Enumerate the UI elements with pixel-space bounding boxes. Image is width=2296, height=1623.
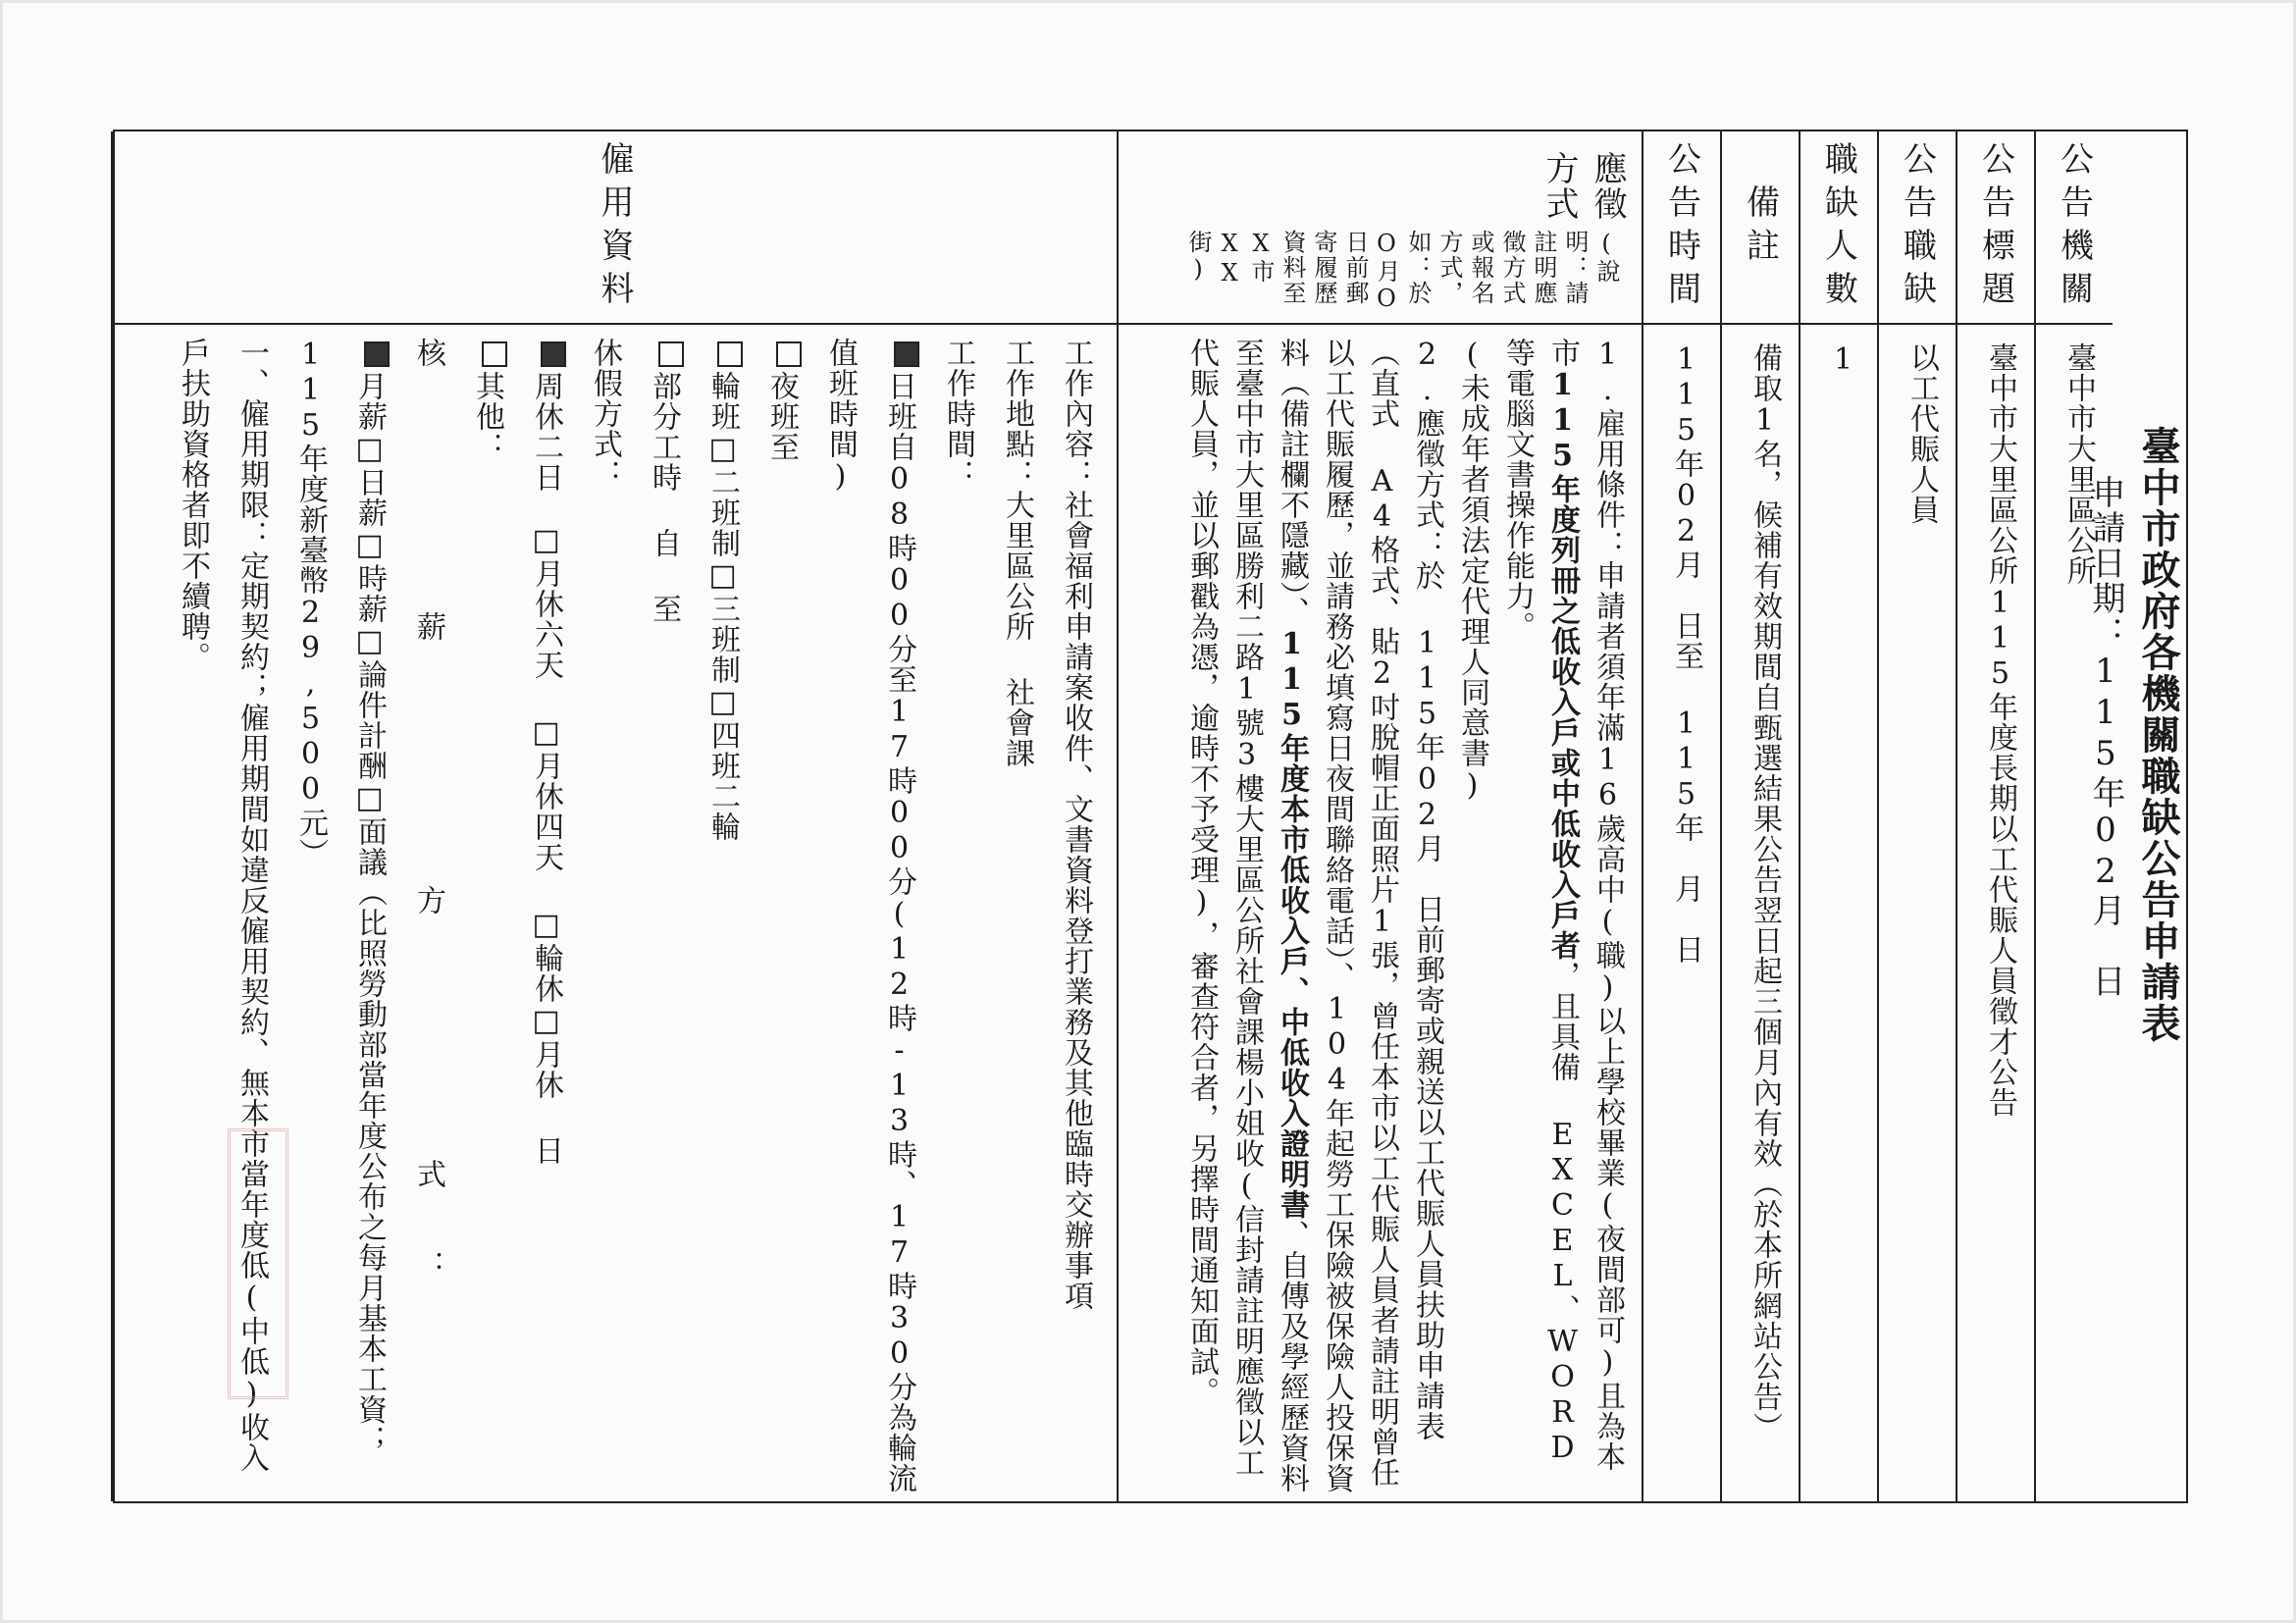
row-value: 1 <box>1826 342 1860 378</box>
row-value: 以工代賑人員 <box>1905 342 1939 525</box>
other-checkbox[interactable] <box>482 341 507 367</box>
apply-label-note: (說明：請註明應徵方式或報名方式，如：於O月O日前郵寄履歷資料至X市XX街) <box>1184 230 1620 315</box>
row-apply-method <box>1117 131 1642 1501</box>
employment-term: 一、僱用期限：定期契約；僱用期間如違反僱用契約、無本市當年度低(中低)收入戶扶助資格者即不續聘。 <box>176 338 269 1473</box>
work-time-label: 工作時間： <box>941 338 975 490</box>
row-label: 備註 <box>1740 183 1780 271</box>
row-value: 備取1名，候補有效期間自甄選結果公告翌日起三個月內有效（於本所網站公告） <box>1748 342 1782 1442</box>
row-announce-time <box>1642 131 1720 1501</box>
row-label: 公告機關 <box>2054 140 2094 314</box>
apply-line1b: 115年度列冊之低收入戶或中低收入戶者 <box>1545 368 1580 961</box>
leave-checkbox[interactable] <box>541 341 566 367</box>
salary-label: 核 薪 方 式 ： <box>411 338 445 1281</box>
row-headcount <box>1799 131 1877 1501</box>
apply-line1a: 1.雇用條件：申請者須年滿16歲高中(職)以上學校畢業(夜間部可)且為本市 <box>1545 338 1625 1472</box>
row-value: 臺中市大里區公所115年度長期以工代賑人員徵才公告 <box>1983 342 2017 1118</box>
row-title <box>1956 131 2034 1501</box>
night-shift-checkbox[interactable] <box>776 341 802 367</box>
salary-checkbox[interactable] <box>364 341 390 367</box>
apply-line1d: (未成年者須法定代理人同意書) <box>1455 338 1489 804</box>
rotation-checkbox[interactable] <box>717 341 743 367</box>
part-time: 部分工時 自 至 <box>647 371 681 624</box>
form-title-column <box>2086 131 2186 1501</box>
row-agency <box>2034 131 2113 1501</box>
employ-content <box>163 338 1105 1495</box>
other: 其他： <box>470 371 504 462</box>
work-content: 工作內容：社會福利申請案收件、文書資料登打業務及其他臨時交辦事項 <box>1059 338 1093 1311</box>
apply-line2a: 2.應徵方式：於 115年02月 日前郵寄或親送以工代賑人員扶助申請表（直式 A4格式、貼2吋脫帽正面照片1張，曾任本市以工代賑人員者請註明曾任以工代賑履歷，並請務必填寫日夜間聯絡電話）、104年起勞工保險被保險人投保資料（備註欄不隱藏）、 <box>1275 338 1444 1493</box>
row-value: 115年02月 日至 115年 月 日 <box>1669 342 1703 965</box>
row-position <box>1877 131 1956 1501</box>
part-time-checkbox[interactable] <box>658 341 684 367</box>
work-place: 工作地點：大里區公所 社會課 <box>1000 338 1034 768</box>
row-label: 公告時間 <box>1661 140 1701 314</box>
apply-label: 應徵方式 <box>1539 151 1627 222</box>
day-shift: 日班自08時00分至17時00分(12時-13時、17時30分為輪流值班時間) <box>823 338 916 1493</box>
row-value: 臺中市大里區公所 <box>2061 342 2096 586</box>
vacancy-application-form <box>113 130 2188 1503</box>
row-remark <box>1720 131 1799 1501</box>
apply-date: 申請日期：115年02月 日 <box>2086 475 2125 999</box>
faint-seal-stamp <box>228 1128 288 1399</box>
leave-options: 周休二日 □月休六天 □月休四天 □輪休□月休 日 <box>529 371 563 1166</box>
leave-label: 休假方式： <box>588 338 622 490</box>
apply-line2c: 、自傳及學經歷資料至臺中市大里區勝利二路1號3樓大里區公所社會課楊小姐收(信封請註明應徵以工代賑人員，並以郵戳為憑，逾時不予受理)，審查符合者，另擇時間通知面試。 <box>1184 338 1309 1493</box>
day-shift-checkbox[interactable] <box>894 341 919 367</box>
employ-label: 僱用資料 <box>595 140 634 314</box>
apply-line2b: 115年度本市低收入戶、中低收入證明書 <box>1275 627 1309 1220</box>
form-title: 臺中市政府各機關職缺公告申請表 <box>2135 426 2181 1044</box>
apply-line1c: ，且具備 EXCEL、WORD 等電腦文書操作能力。 <box>1500 338 1580 1466</box>
salary-line: 月薪□日薪□時薪□論件計酬□面議（比照勞動部當年度公布之每月基本工資；115年度新臺幣29,500元） <box>293 338 387 1455</box>
row-label: 公告標題 <box>1975 140 2015 314</box>
apply-content <box>1178 338 1630 1495</box>
night-shift: 夜班至 <box>764 371 799 462</box>
row-label: 公告職缺 <box>1897 140 1937 314</box>
rotation: 輪班□二班制□三班制□四班二輪 <box>705 371 740 842</box>
row-label: 職缺人數 <box>1818 140 1858 314</box>
